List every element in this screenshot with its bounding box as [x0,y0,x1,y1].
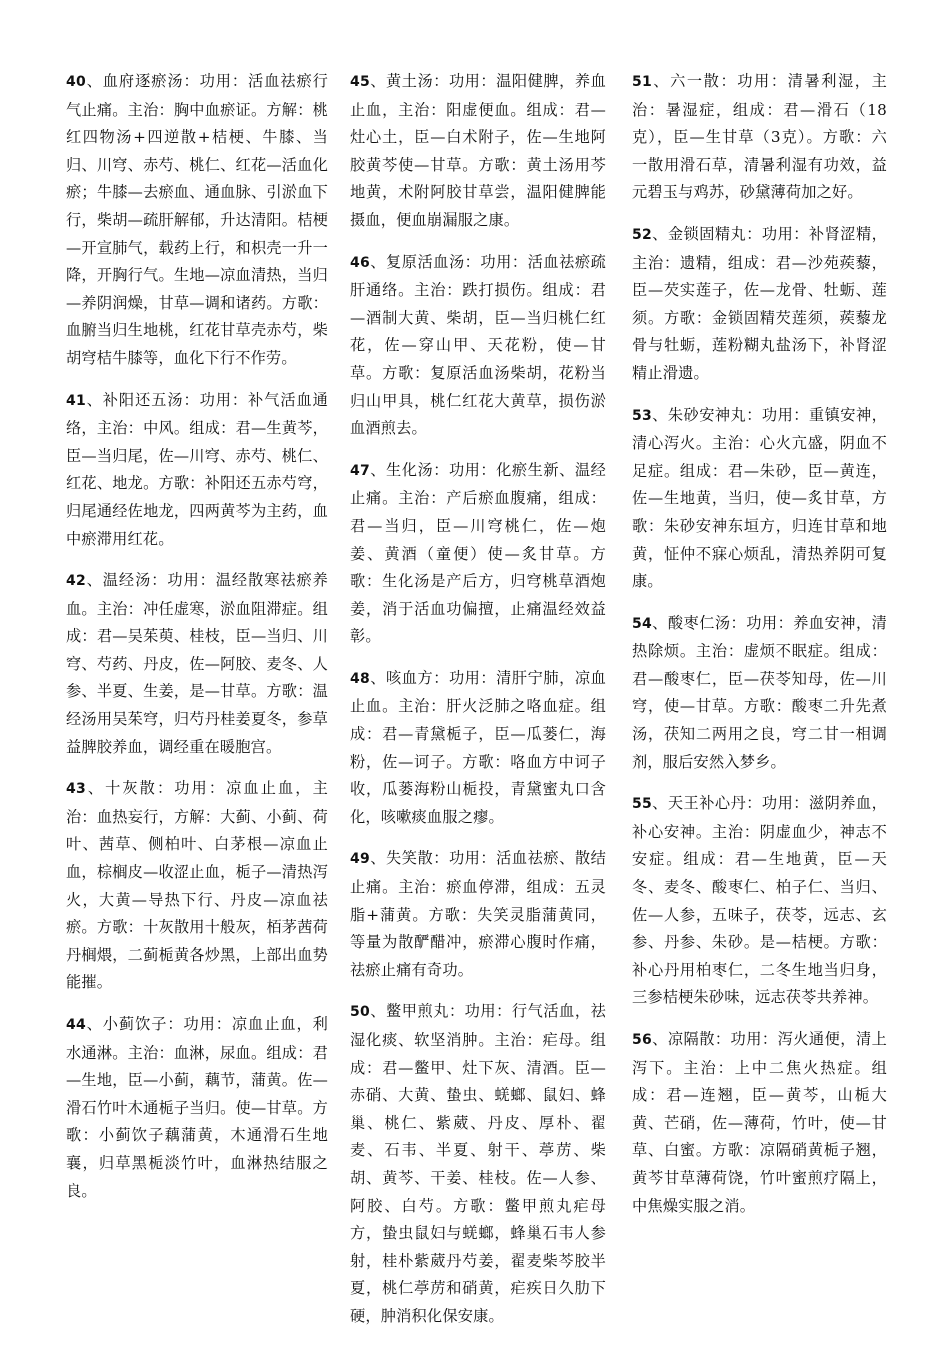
entry-text: 、补阳还五汤：功用：补气活血通络，主治：中风。组成：君—生黄芩，臣—当归尾，佐—川穹、赤芍、桃仁、红花、地龙。方歌：补阳还五赤芍穹，归尾通经佐地龙，四两黄芩为主药，血中瘀滞用红花。 [66,390,328,548]
entry-40 [66,68,328,373]
entry-46 [350,249,606,443]
entry-50 [350,998,606,1330]
entry-number: 41 [66,392,86,409]
entry-41 [66,387,328,554]
entry-text: 、鳖甲煎丸：功用：行气活血，祛湿化痰、软坚消肿。主治：疟母。组成：君—鳖甲、灶下灰、清酒。臣—赤硝、大黄、蛰虫、蜣螂、鼠妇、蜂巢、桃仁、紫葳、丹皮、厚朴、翟麦、石韦、半夏、射干、葶苈、柴胡、黄芩、干姜、桂枝。佐—人参、阿胶、白芍。方歌：鳖甲煎丸疟母方，蛰虫鼠妇与蜣螂，蜂巢石韦人参射，桂朴紫葳丹芍姜，翟麦柴芩胶半夏，桃仁葶苈和硝黄，疟疾日久肋下硬，肿消积化保安康。 [350,1002,606,1325]
entry-text: 、失笑散：功用：活血祛瘀、散结止痛。主治：瘀血停滞，组成：五灵脂+蒲黄。方歌：失笑灵脂蒲黄同，等量为散酽醋冲，瘀滞心腹时作痛，祛瘀止痛有奇功。 [350,849,606,979]
entry-54 [632,610,887,777]
entry-53 [632,402,887,596]
column-3 [632,68,887,1234]
entry-text: 、小蓟饮子：功用：凉血止血，利水通淋。主治：血淋，尿血。组成：君—生地，臣—小蓟，藕节，蒲黄。佐—滑石竹叶木通栀子当归。使—甘草。方歌：小蓟饮子藕蒲黄，木通滑石生地襄，归草黑栀淡竹叶，血淋热结服之良。 [66,1015,328,1200]
entry-42 [66,567,328,761]
entry-text: 、朱砂安神丸：功用：重镇安神，清心泻火。主治：心火亢盛，阴血不足症。组成：君—朱砂，臣—黄连，佐—生地黄，当归，使—炙甘草，方歌：朱砂安神东垣方，归连甘草和地黄，怔仲不寐心烦乱，清热养阴可复康。 [632,405,887,591]
entry-number: 56 [632,1032,652,1048]
entry-text: 、金锁固精丸：功用：补肾涩精，主治：遗精，组成：君—沙苑蒺藜，臣—芡实莲子，佐—龙骨、牡蛎、莲须。方歌：金锁固精芡莲须，蒺藜龙骨与牡蛎，莲粉糊丸盐汤下，补肾涩精止滑遗。 [632,224,887,382]
entry-text: 、天王补心丹：功用：滋阴养血，补心安神。主治：阴虚血少，神志不安症。组成：君—生地黄，臣—天冬、麦冬、酸枣仁、柏子仁、当归、佐—人参，五味子，茯苓，远志、玄参、丹参、朱砂。是—桔梗。方歌：补心丹用柏枣仁，二冬生地当归身，三参桔梗朱砂味，远志茯苓共养神。 [632,794,887,1007]
entry-55 [632,790,887,1012]
entry-number: 46 [350,254,370,271]
entry-text: 、六一散：功用：清暑利湿，主治：暑湿症，组成：君—滑石（18克），臣—生甘草（3克）。方歌：六一散用滑石草，清暑利湿有功效，益元碧玉与鸡苏，砂黛薄荷加之好。 [632,72,887,202]
entry-44 [66,1011,328,1205]
entry-47 [350,457,606,651]
entry-text: 、十灰散：功用：凉血止血，主治：血热妄行，方解：大蓟、小蓟、荷叶、茜草、侧柏叶、白茅根—凉血止血，棕榈皮—收涩止血，栀子—清热泻火，大黄—导热下行、丹皮—凉血祛瘀。方歌：十灰散用十般灰，栢茅茜荷丹榈煨，二蓟栀黄各炒黑，上部出血势能摧。 [66,779,328,992]
entry-number: 51 [632,74,652,90]
entry-48 [350,665,606,832]
entry-52 [632,221,887,388]
entry-number: 45 [350,74,370,90]
entry-number: 53 [632,407,652,424]
entry-number: 54 [632,615,652,632]
entry-text: 、咳血方：功用：清肝宁肺，凉血止血。主治：肝火泛肺之咯血症。组成：君—青黛栀子，臣—瓜蒌仁，海粉，佐—诃子。方歌：咯血方中诃子收，瓜蒌海粉山栀投，青黛蜜丸口含化，咳嗽痰血服之瘳。 [350,668,606,826]
entry-56 [632,1026,887,1220]
entry-number: 47 [350,462,370,479]
entry-number: 52 [632,226,652,243]
entry-number: 55 [632,796,652,813]
entry-number: 43 [66,781,86,798]
entry-number: 40 [66,74,86,90]
entry-text: 、凉隔散：功用：泻火通便，清上泻下。主治：上中二焦火热症。组成：君—连翘，臣—黄芩，山栀大黄、芒硝，佐—薄荷，竹叶，使—甘草、白蜜。方歌：凉隔硝黄栀子翘，黄芩甘草薄荷饶，竹叶蜜煎疗隔上，中焦燥实服之消。 [632,1030,887,1215]
entry-text: 、温经汤：功用：温经散寒祛瘀养血。主治：冲任虚寒，淤血阻滞症。组成：君—吴茱萸、桂枝，臣—当归、川穹、芍药、丹皮，佐—阿胶、麦冬、人参、半夏、生姜，是—甘草。方歌：温经汤用吴茱穹，归芍丹桂姜夏冬，参草益脾胶养血，调经重在暖胞宫。 [66,571,328,756]
entry-text: 、酸枣仁汤：功用：养血安神，清热除烦。主治：虚烦不眠症。组成：君—酸枣仁，臣—茯苓知母，佐—川穹，使—甘草。方歌：酸枣二升先煮汤，茯知二两用之良，穹二甘一相调剂，服后安然入梦乡。 [632,613,887,771]
entry-text: 、血府逐瘀汤：功用：活血祛瘀行气止痛。主治：胸中血瘀证。方解：桃红四物汤+四逆散+桔梗、牛膝、当归、川穹、赤芍、桃仁、红花—活血化瘀；牛膝—去瘀血、通血脉、引淤血下行，柴胡—疏肝解郁，升达清阳。桔梗—开宣肺气，载药上行，和枳壳一升一降，开胸行气。生地—凉血清热，当归—养阴润燥，甘草—调和诸药。方歌：血腑当归生地桃，红花甘草壳赤芍，柴胡穹桔牛膝等，血化下行不作劳。 [66,72,328,367]
entry-text: 、生化汤：功用：化瘀生新、温经止痛。主治：产后瘀血腹痛，组成：君—当归，臣—川穹桃仁，佐—炮姜、黄酒（童便）使—炙甘草。方歌：生化汤是产后方，归穹桃草酒炮姜，消于活血功偏擅，止痛温经效益彰。 [350,460,606,646]
entry-49 [350,845,606,984]
entry-number: 44 [66,1017,86,1033]
column-1 [66,68,328,1219]
entry-number: 42 [66,573,86,590]
entry-45 [350,68,606,235]
entry-number: 49 [350,851,370,868]
entry-text: 、复原活血汤：功用：活血祛瘀疏肝通络。主治：跌打损伤。组成：君—酒制大黄、柴胡，臣—当归桃仁红花，佐—穿山甲、天花粉，使—甘草。方歌：复原活血汤柴胡，花粉当归山甲具，桃仁红花大黄草，损伤淤血酒煎去。 [350,252,606,438]
entry-43 [66,775,328,997]
entry-51 [632,68,887,207]
column-2 [350,68,606,1345]
entry-text: 、黄土汤：功用：温阳健脾，养血止血，主治：阳虚便血。组成：君—灶心土，臣—白术附子，佐—生地阿胶黄芩使—甘草。方歌：黄土汤用芩地黄，术附阿胶甘草尝，温阳健脾能摄血，便血崩漏服之康。 [350,72,606,229]
entry-number: 48 [350,670,370,687]
entry-number: 50 [350,1004,370,1021]
